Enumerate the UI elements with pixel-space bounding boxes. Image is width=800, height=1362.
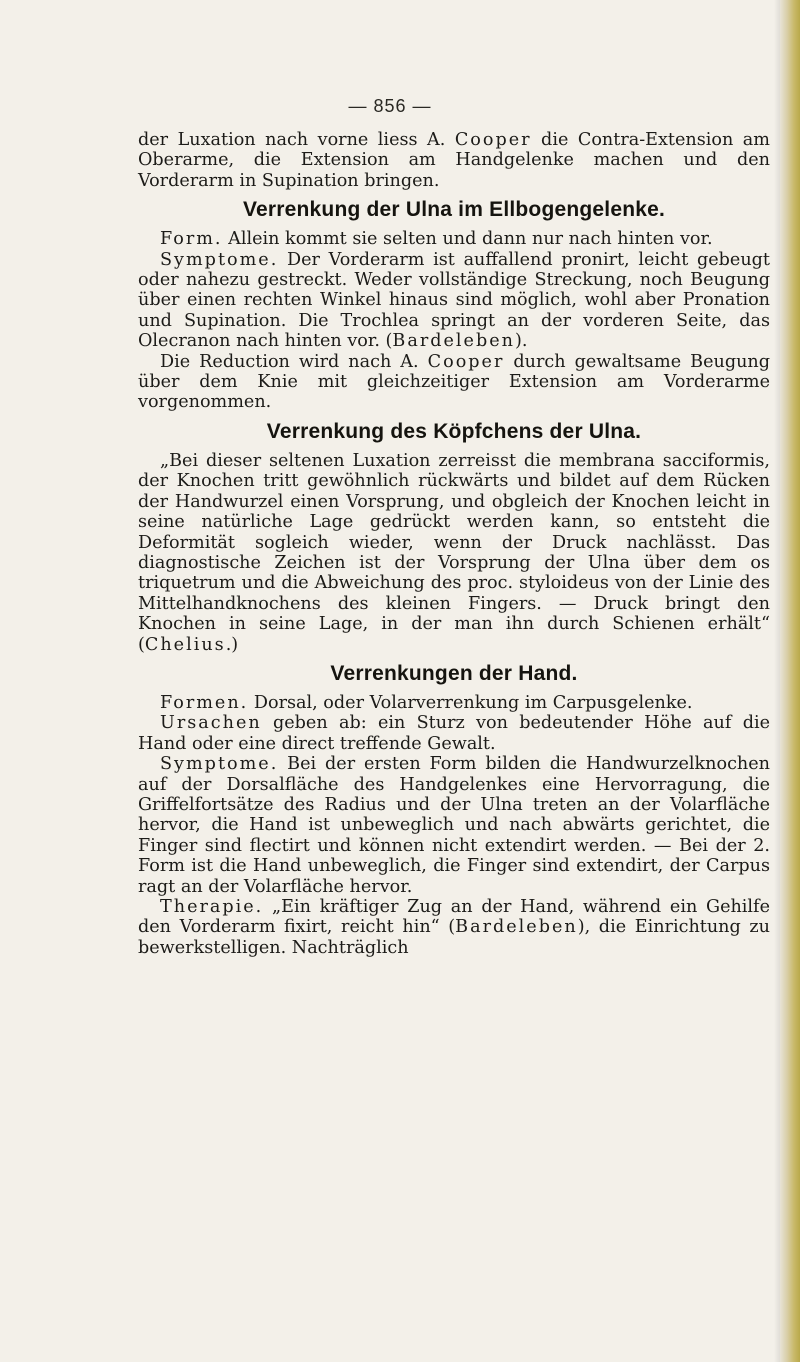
text-run: „Bei dieser seltenen Luxation zerreisst die membrana sacciformis, der Knochen tritt gewöhnlich rückwärts und bildet auf dem Rücken der Handwurzel einen Vorsprung, und obgleich der Knochen leicht in seine natürliche Lage gedrückt werden kann, so entsteht die Deformität sogleich wieder, wenn der Druck nachlässt. Das diagnostische Zeichen ist der Vorsprung der Ulna über dem os triquetrum und die Abweichung des proc. styloideus von der Linie des Mittelhandknochens des kleinen Fingers. — Druck bringt den Knochen in seine Lage, in der man ihn durch Schienen erhält“ (	[138, 450, 770, 655]
section-heading: Verrenkung der Ulna im Ellbogengelenke.	[242, 198, 666, 222]
spaced-name-text: Symptome.	[160, 754, 279, 775]
page-number: — 856 —	[348, 96, 432, 116]
spaced-name-text: Ursachen	[160, 713, 262, 734]
spaced-name-text: Bardeleben	[455, 917, 578, 938]
paragraph	[138, 130, 770, 191]
paragraph	[138, 229, 770, 249]
paragraph	[138, 713, 770, 754]
text-run: Die Reduction wird nach A.	[160, 351, 428, 372]
paragraph	[138, 451, 770, 655]
paragraph	[138, 693, 770, 713]
spaced-name-text: Therapie.	[160, 897, 264, 917]
text-run: ).	[514, 331, 528, 352]
section-heading: Verrenkungen der Hand.	[330, 661, 578, 685]
section-heading: Verrenkung des Köpfchens der Ulna.	[266, 419, 642, 443]
paragraph	[138, 352, 770, 413]
page-edge	[780, 0, 800, 1362]
spaced-name-text: Chelius	[144, 634, 226, 655]
text-run: geben ab: ein Sturz von bedeutender Höhe auf die Hand oder eine direct treffende Gewalt.	[138, 713, 770, 754]
page-body	[138, 130, 770, 958]
paragraph	[138, 897, 770, 958]
text-run: Bei der ersten Form bilden die Handwurzelknochen auf der Dorsalfläche des Handgelenkes eine Hervorragung, die Griffelfortsätze des Radius und der Ulna treten an der Volarfläche hervor, die Hand ist unbeweglich und nach abwärts gerichtet, die Finger sind flectirt und können nicht extendirt werden. — Bei der 2. Form ist die Hand unbeweglich, die Finger sind extendirt, der Carpus ragt an der Volarfläche hervor.	[138, 754, 770, 897]
text-run: die Contra-Extension am Oberarme, die Extension am Handgelenke machen und den Vorderarm in Supination bringen.	[138, 130, 770, 191]
text-run: durch gewaltsame Beugung über dem Knie mit gleichzeitiger Extension am Vorderarme vorgenommen.	[138, 351, 771, 413]
text-run: Allein kommt sie selten und dann nur nach hinten vor.	[222, 229, 713, 250]
text-run: .)	[225, 634, 239, 655]
text-run: der Luxation nach vorne liess A.	[138, 130, 455, 150]
text-run: Dorsal, oder Volarverrenkung im Carpusgelenke.	[248, 692, 693, 713]
spaced-name-text: Symptome.	[160, 249, 279, 270]
spaced-name-text: Cooper	[427, 351, 505, 372]
text-run: „Ein kräftiger Zug an der Hand, während ein Gehilfe den Vorderarm fixirt, reicht hin“ (	[138, 897, 770, 938]
spaced-name-text: Formen.	[160, 692, 249, 713]
spaced-name-text: Bardeleben	[392, 331, 515, 352]
text-run: ), die Einrichtung zu bewerkstelligen. Nachträglich	[138, 917, 771, 958]
paragraph	[138, 754, 770, 897]
text-run: Der Vorderarm ist auffallend pronirt, leicht gebeugt oder nahezu gestreckt. Weder vollständige Streckung, noch Beugung über einen rechten Winkel hinaus sind möglich, wohl aber Pronation und Supination. Die Trochlea springt an der vorderen Seite, das Olecranon nach hinten vor. (	[138, 249, 770, 352]
paragraph	[138, 250, 770, 352]
spaced-name-text: Cooper	[454, 130, 532, 150]
spaced-name-text: Form.	[160, 229, 223, 250]
